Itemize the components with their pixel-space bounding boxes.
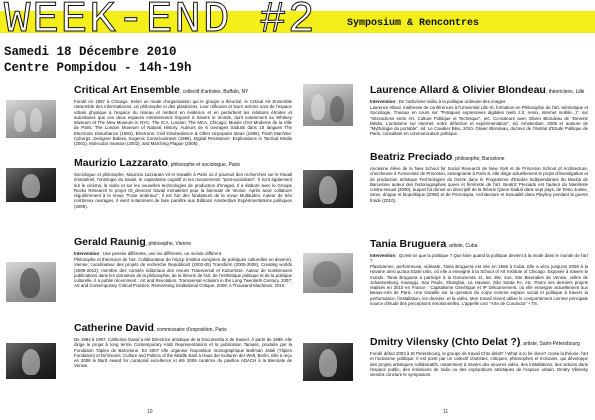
entry-role: , collectif d'artistes, Buffalo, NY [179, 89, 249, 95]
entry-role: , artiste, Saint-Pétersbourg [520, 341, 580, 347]
intro-text: : Une pensée différente, une vie différente, un monde différent. [99, 251, 223, 256]
entry-bio: Plasticienne, performeuse, vidéaste, Tania Bruguera est née en 1968 à Cuba. Elle a vécu jusqu'en 2008 à la Havane ainsi qu'aux Etats-Unis, où elle a enseigné à la School of Art Institute of Chicago. Exposée à travers le monde, Tania Bruguera a participé à la Documenta 11, les 49e, 51e, 53e Biennales de Venise, celles de Johannesburg, Kwangju, Sao Paulo, Shanghai, La Havane, São Santa Fe, etc. Parmi ses derniers projets réalisés en 2010 en France : Capitalisme Génétique et IP Détournement, où elle enseigne actuellement aux Beaux-Arts de Paris. Une travaille sur la question du corps comme espace social et politique à travers la performance, l'installation, les dessins, et la vidéo. Mon travail récent utilise le comportement comme principale source d'étude des perceptions émotionnelles. L'appelle ceci "Arte de Conducta" + T8. [370, 264, 588, 307]
photo-catherine-david [6, 343, 56, 379]
entry-dmitry-vilensky [370, 335, 588, 399]
photo-critical-art-ensemble [6, 100, 56, 138]
entry-role: , commissaire d'exposition, Paris [153, 327, 227, 333]
header-subtitle: Symposium & Rencontres [347, 18, 480, 29]
entry-bio: Fondé en 1987 à Chicago. Selon un mode d'organisation qui le groupe a théorisé, le Critical Art Ensemble rassemble des informaticiens, un philosophe et des plasticiens. Leur réflexion et leurs actions sont de l'espace urbain physique à l'espace du réseau et mettent en évidence et en perturbent les relations étroites et autoritaires que ces deux espaces entretiennent. Exposé à travers le monde, dont notamment au Whitney Museum et The New Museum in NYC, The ICA, London; The MCA, Chicago; Musée d'Art Moderne de la Ville de Paris; The London Museum of Natural History. Auteurs de 6 ouvrages traduits dans 18 langues The Electronic Disturbance (1994), Electronic Civil Disobedience & Other Unpopular Ideas (1996), Flesh Machine: Cyborgs, Designer Babies, Eugenic Consciousness (1998), Digital Resistance: Explorations in Tactical Media (2001), Molecular Invasion (2002), and Marching Plague (2006). [74, 99, 292, 147]
event-date: Samedi 18 Décembre 2010 [4, 45, 177, 59]
intro-label: Intervention [370, 99, 396, 104]
entry-bio: Philosophe et théoricien de l'art. Collaborateur de l'eipcp (Institut européen de politiques culturelles en devenir), Vienne; coordinateur des projets de recherche Republicart (2002-05) Transform (2005-2008), Creating worlds (2009-2012); membre des comités éditoriaux des revues Transversal et Kulturrisse. Auteur de nombreuses publications dans les domaines de la philosophie, de la théorie de l'art, de l'esthétique politique et de la politique culturelle. Il a publié récemment : Art and Revolution. Transversal Activism in the Long Twentieth Century, 2007; Art and Contemporary Critical Practice. Reinventing Institutional Critique, 2009; A Thousand Machines, 2010. [74, 257, 292, 289]
entry-bio: Laurence Allard, maîtresse de conférences à l'Université Lille III, formation en Philosophie de l'art, Sémiotique et Sociologie. Travaux en cours sur "Pratiques expressives digitales (web 2.0, remix, internet mobile...)", sur "Interactions entre Art, Culture Politique et Technique", etc. Co-auteure avec Olivier Blondeau de "Devenir Média. L'activisme sur Internet, entre défection et expérimentation", éd. Amsterdam, 2005 et auteure de "Mythologie du portable", éd. Le Cavalier Bleu, 2010. Olivier Blondeau, docteur de l'Institut d'Etude Politique de Paris, consultant en communication politique. [370, 105, 588, 137]
entry-role: , philosophe, Vienne [145, 241, 191, 247]
event-venue: Centre Pompidou - 14h-19h [4, 61, 192, 75]
intro-text: : De l'activisme vidéo à la politique ordinaire des images [395, 99, 506, 104]
page-number-right: 11 [443, 409, 449, 415]
entry-allard-blondeau [370, 83, 588, 151]
entry-maurizio-lazzarato [74, 156, 292, 236]
intro-label: Intervention [370, 253, 396, 258]
entry-name: Beatriz Preciado [370, 151, 453, 163]
entry-role: , artiste, Cuba [446, 243, 478, 249]
entry-catherine-david [74, 321, 292, 401]
entry-beatriz-preciado [370, 150, 588, 238]
intro-label: Intervention [74, 251, 100, 256]
entry-tania-bruguera [370, 237, 588, 336]
entry-name: Gerald Raunig [74, 236, 146, 248]
entry-name: Tania Bruguera [370, 238, 447, 250]
entry-intro [370, 253, 588, 264]
entry-bio: De 1994 à 1997, Catherine David a été Directrice artistique de la Documenta X de Kassel. À partir de 1998, elle dirige le projet à long terme Contemporary Arab Representations et la publication Tamass, produite par la Fondation Tàpies de Barcelone. En 2007 elle organise l'exposition monographique Bahman Jalali (Tàpies Fondation) et Di/Visions: Culture and Politics of the Middle East à Haus der Kulturen der Welt, Berlin. Elle a reçu en 2008 le Bard Award for curatorial excellence et été 2009 curatrice du pavillon ADACH à la Biennale de Venise. [74, 337, 292, 369]
photo-tania-bruguera [303, 253, 353, 293]
intro-text: : Qu'est-ce que la politique ? Que faire quand la politique devient à la mode dans le monde de l'art ? [370, 253, 588, 264]
entry-bio: Fondé début 2003 à St Petersbourg, le groupe de travail Chto delat? / What is to be done? croise la théorie, l'art et l'activisme politique. Il est porté par un collectif d'artistes, critiques, philosophes et écrivains, qui développe des projets artistiques collaboratifs, notamment à travers des oeuvres vidéo, des installations, des actions dans l'espace public, des émissions de radio ou des explorations artistiques de l'espace urbain. Dmitry Vilensky viendra conclure le symposium. [370, 351, 588, 378]
photo-allard-blondeau [303, 84, 353, 126]
entry-critical-art-ensemble [74, 83, 292, 167]
page-number-left: 10 [147, 409, 153, 415]
entry-role: , théoriciens, Lille [545, 89, 585, 95]
entry-name: Critical Art Ensemble [74, 84, 180, 96]
photo-beatriz-preciado [303, 170, 353, 208]
entry-role: , philosophe, Barcelone [452, 156, 505, 162]
entry-name: Catherine David [74, 322, 154, 334]
entry-name: Dmitry Vilensky (Chto Delat ?) [370, 336, 521, 348]
entry-name: Maurizio Lazzarato [74, 157, 168, 169]
entry-name: Laurence Allard & Olivier Blondeau [370, 84, 546, 96]
entry-bio: Ancienne élève de la New School for Social Research de New York et de Princeton School of Architecture, chercheuse à l'Université de Princeton, enseignante à Paris 8, elle dirige actuellement le projet d'investigation et de production artistique Technologies du Genre dans le Programme d'Etudes Indépendantes du Macba de Barcelone auteur des historiographies queer et féministe de l'art. Beatriz Preciado est l'auteur du Manifeste contra-sexuel (2000), auquel fut donné un descriptif de la théorie Queer traduit dans sept pays, de Testo Junkie, Sexe, drogue et biopolitique (2008) et de Pornotopia. Architecture et Sexualité dans Playboy pendant la guerre froide (2010). [370, 166, 588, 203]
entry-gerald-raunig [74, 235, 292, 317]
entry-bio: Sociologue et philosophe, Maurizio Lazzarato vit et travaille à Paris où il poursuit des recherches sur le travail immatériel, l'ontologie du travail, le capitalisme cognitif et les mouvements "post-socialistes". Il écrit également sur le cinéma, la vidéo et sur les nouvelles technologies de production d'images. Il a élaboré avec le Groupe Rocks Research le projet ID_devices/ travail immatériel pour la biennale de Venise. Après avoir collaboré régulièrement à la revue "Futur antérieur", il est l'un des fondateurs de la revue Multitudes. Auteur de très nombreux ouvrages, il vient notamment de faire paraître aux Editions Amsterdam Expérimentations politiques (2009). [74, 172, 292, 209]
photo-dmitry-vilensky [303, 343, 353, 381]
photo-gerald-raunig [6, 262, 56, 302]
page-title: WEEK-END #2 [4, 0, 317, 45]
entry-role: , philosophe et sociologue, Paris [167, 162, 240, 168]
photo-maurizio-lazzarato [6, 168, 56, 202]
